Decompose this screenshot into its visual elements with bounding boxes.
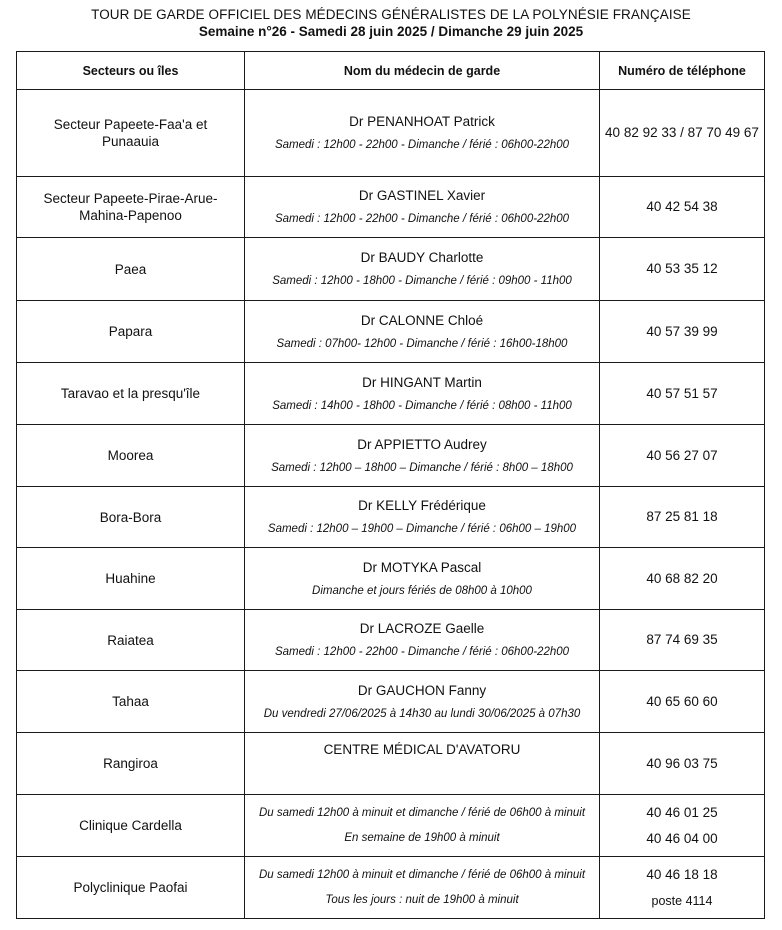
table-row [17,857,765,919]
schedule-text: Tous les jours : nuit de 19h00 à minuit [325,893,519,906]
phone-extension: poste 4114 [651,893,713,908]
doctor-cell [245,857,600,919]
doctor-cell [245,548,600,610]
sector-cell [17,487,245,548]
doctor-name: Dr HINGANT Martin [362,374,482,390]
phone-number: 87 74 69 35 [646,632,718,647]
doctor-name: Dr BAUDY Charlotte [360,250,484,265]
sector-name: Papara [108,324,153,339]
phone-number: 40 65 60 60 [646,693,718,709]
phone-cell [600,610,765,671]
sector-cell [17,733,245,795]
doctor-name: Dr APPIETTO Audrey [357,436,487,452]
sector-name: Raiatea [107,632,154,648]
document-title: TOUR DE GARDE OFFICIEL DES MÉDECINS GÉNÉRALISTES DE LA POLYNÉSIE FRANÇAISE [91,7,691,22]
phone-number: 40 42 54 38 [646,199,718,214]
doctor-name: Dr GASTINEL Xavier [358,188,486,203]
sector-cell [17,363,245,425]
doctor-name: Dr LACROZE Gaelle [359,621,485,636]
table-header-row [17,52,765,90]
sector-name: Secteur Papeete-Pirae-Arue-Mahina-Papenoo [43,191,218,223]
doctor-cell [245,671,600,733]
phone-cell [600,238,765,301]
sector-name: Moorea [107,448,154,463]
phone-cell [600,795,765,857]
phone-cell [600,671,765,733]
sector-cell [17,177,245,238]
phone-cell [600,363,765,425]
table-row [17,177,765,238]
sector-name: Rangiroa [103,756,158,771]
doctor-cell [245,301,600,363]
doctor-cell [245,610,600,671]
phone-number: 40 57 51 57 [646,385,718,401]
schedule-text: Samedi : 14h00 - 18h00 - Dimanche / férié : 08h00 - 11h00 [272,399,572,412]
table-row [17,425,765,487]
column-header-doctor: Nom du médecin de garde [245,52,600,90]
sector-cell [17,425,245,487]
doctor-cell [245,238,600,301]
doctor-cell [245,425,600,487]
sector-name: Huahine [105,571,156,586]
phone-number: 40 57 39 99 [646,323,718,339]
schedule-text: Du vendredi 27/06/2025 à 14h30 au lundi 30/06/2025 à 07h30 [263,707,581,720]
schedule-text: Samedi : 12h00 - 22h00 - Dimanche / férié : 06h00-22h00 [274,139,570,151]
table-row [17,90,765,177]
phone-cell [600,733,765,795]
phone-number: 40 46 04 00 [646,830,718,846]
doctor-name: Dr PENANHOAT Patrick [349,114,495,129]
schedule-text: Dimanche et jours fériés de 08h00 à 10h00 [312,584,532,597]
phone-cell [600,857,765,919]
table-row [17,795,765,857]
phone-number: 40 53 35 12 [646,261,718,276]
schedule-text: Du samedi 12h00 à minuit et dimanche / férié de 06h00 à minuit [258,806,586,819]
phone-number: 40 96 03 75 [646,755,718,771]
table-row [17,487,765,548]
sector-cell [17,610,245,671]
sector-cell [17,548,245,610]
schedule-text: Samedi : 12h00 - 22h00 - Dimanche / férié : 06h00-22h00 [274,646,570,658]
table-row [17,301,765,363]
table-row [17,238,765,301]
column-header-sector: Secteurs ou îles [17,52,245,90]
phone-cell [600,487,765,548]
sector-cell [17,301,245,363]
doctor-cell [245,177,600,238]
doctor-name: Dr MOTYKA Pascal [362,559,482,575]
schedule-text: Samedi : 12h00 - 22h00 - Dimanche / férié : 06h00-22h00 [274,213,570,225]
doctor-cell [245,487,600,548]
document-subtitle: Semaine n°26 - Samedi 28 juin 2025 / Dimanche 29 juin 2025 [198,24,584,39]
on-call-table [16,51,765,919]
phone-number: 87 25 81 18 [646,509,718,524]
doctor-cell [245,90,600,177]
schedule-text: Samedi : 12h00 – 19h00 – Dimanche / férié : 06h00 – 19h00 [267,523,577,535]
doctor-cell [245,795,600,857]
medical-center-name: CENTRE MÉDICAL D'AVATORU [323,742,521,757]
sector-cell [17,857,245,919]
schedule-text: Samedi : 07h00- 12h00 - Dimanche / férié : 16h00-18h00 [276,337,568,350]
phone-number: 40 46 01 25 [646,804,718,820]
doctor-name: Dr KELLY Frédérique [358,498,486,513]
doctor-cell [245,363,600,425]
sector-name: Clinique Cardella [79,818,182,833]
sector-name: Bora-Bora [99,509,162,525]
phone-number: 40 82 92 33 / 87 70 49 67 [605,125,759,140]
sector-name: Tahaa [112,694,149,709]
doctor-name: Dr GAUCHON Fanny [357,682,487,698]
table-row [17,671,765,733]
table-row [17,548,765,610]
phone-cell [600,548,765,610]
schedule-text: Du samedi 12h00 à minuit et dimanche / férié de 06h00 à minuit [258,868,586,881]
doctor-name: Dr CALONNE Chloé [360,312,484,328]
sector-name: Polyclinique Paofai [73,880,188,895]
sector-name: Paea [114,261,147,277]
phone-cell [600,90,765,177]
schedule-text: Samedi : 12h00 - 18h00 - Dimanche / férié : 09h00 - 11h00 [272,275,572,287]
schedule-text: En semaine de 19h00 à minuit [344,831,500,844]
sector-name: Taravao et la presqu'île [60,386,201,401]
sector-name: Secteur Papeete-Faa'a et Punaauia [53,117,208,149]
table-row [17,733,765,795]
doctor-cell [245,733,600,795]
sector-cell [17,795,245,857]
column-header-phone: Numéro de téléphone [600,52,765,90]
sector-cell [17,238,245,301]
table-row [17,363,765,425]
sector-cell [17,90,245,177]
table-row [17,610,765,671]
phone-number: 40 56 27 07 [646,447,718,463]
phone-cell [600,177,765,238]
phone-number: 40 68 82 20 [646,570,718,586]
schedule-text: Samedi : 12h00 – 18h00 – Dimanche / férié : 8h00 – 18h00 [271,461,573,474]
phone-cell [600,301,765,363]
phone-cell [600,425,765,487]
sector-cell [17,671,245,733]
phone-number: 40 46 18 18 [646,866,718,882]
